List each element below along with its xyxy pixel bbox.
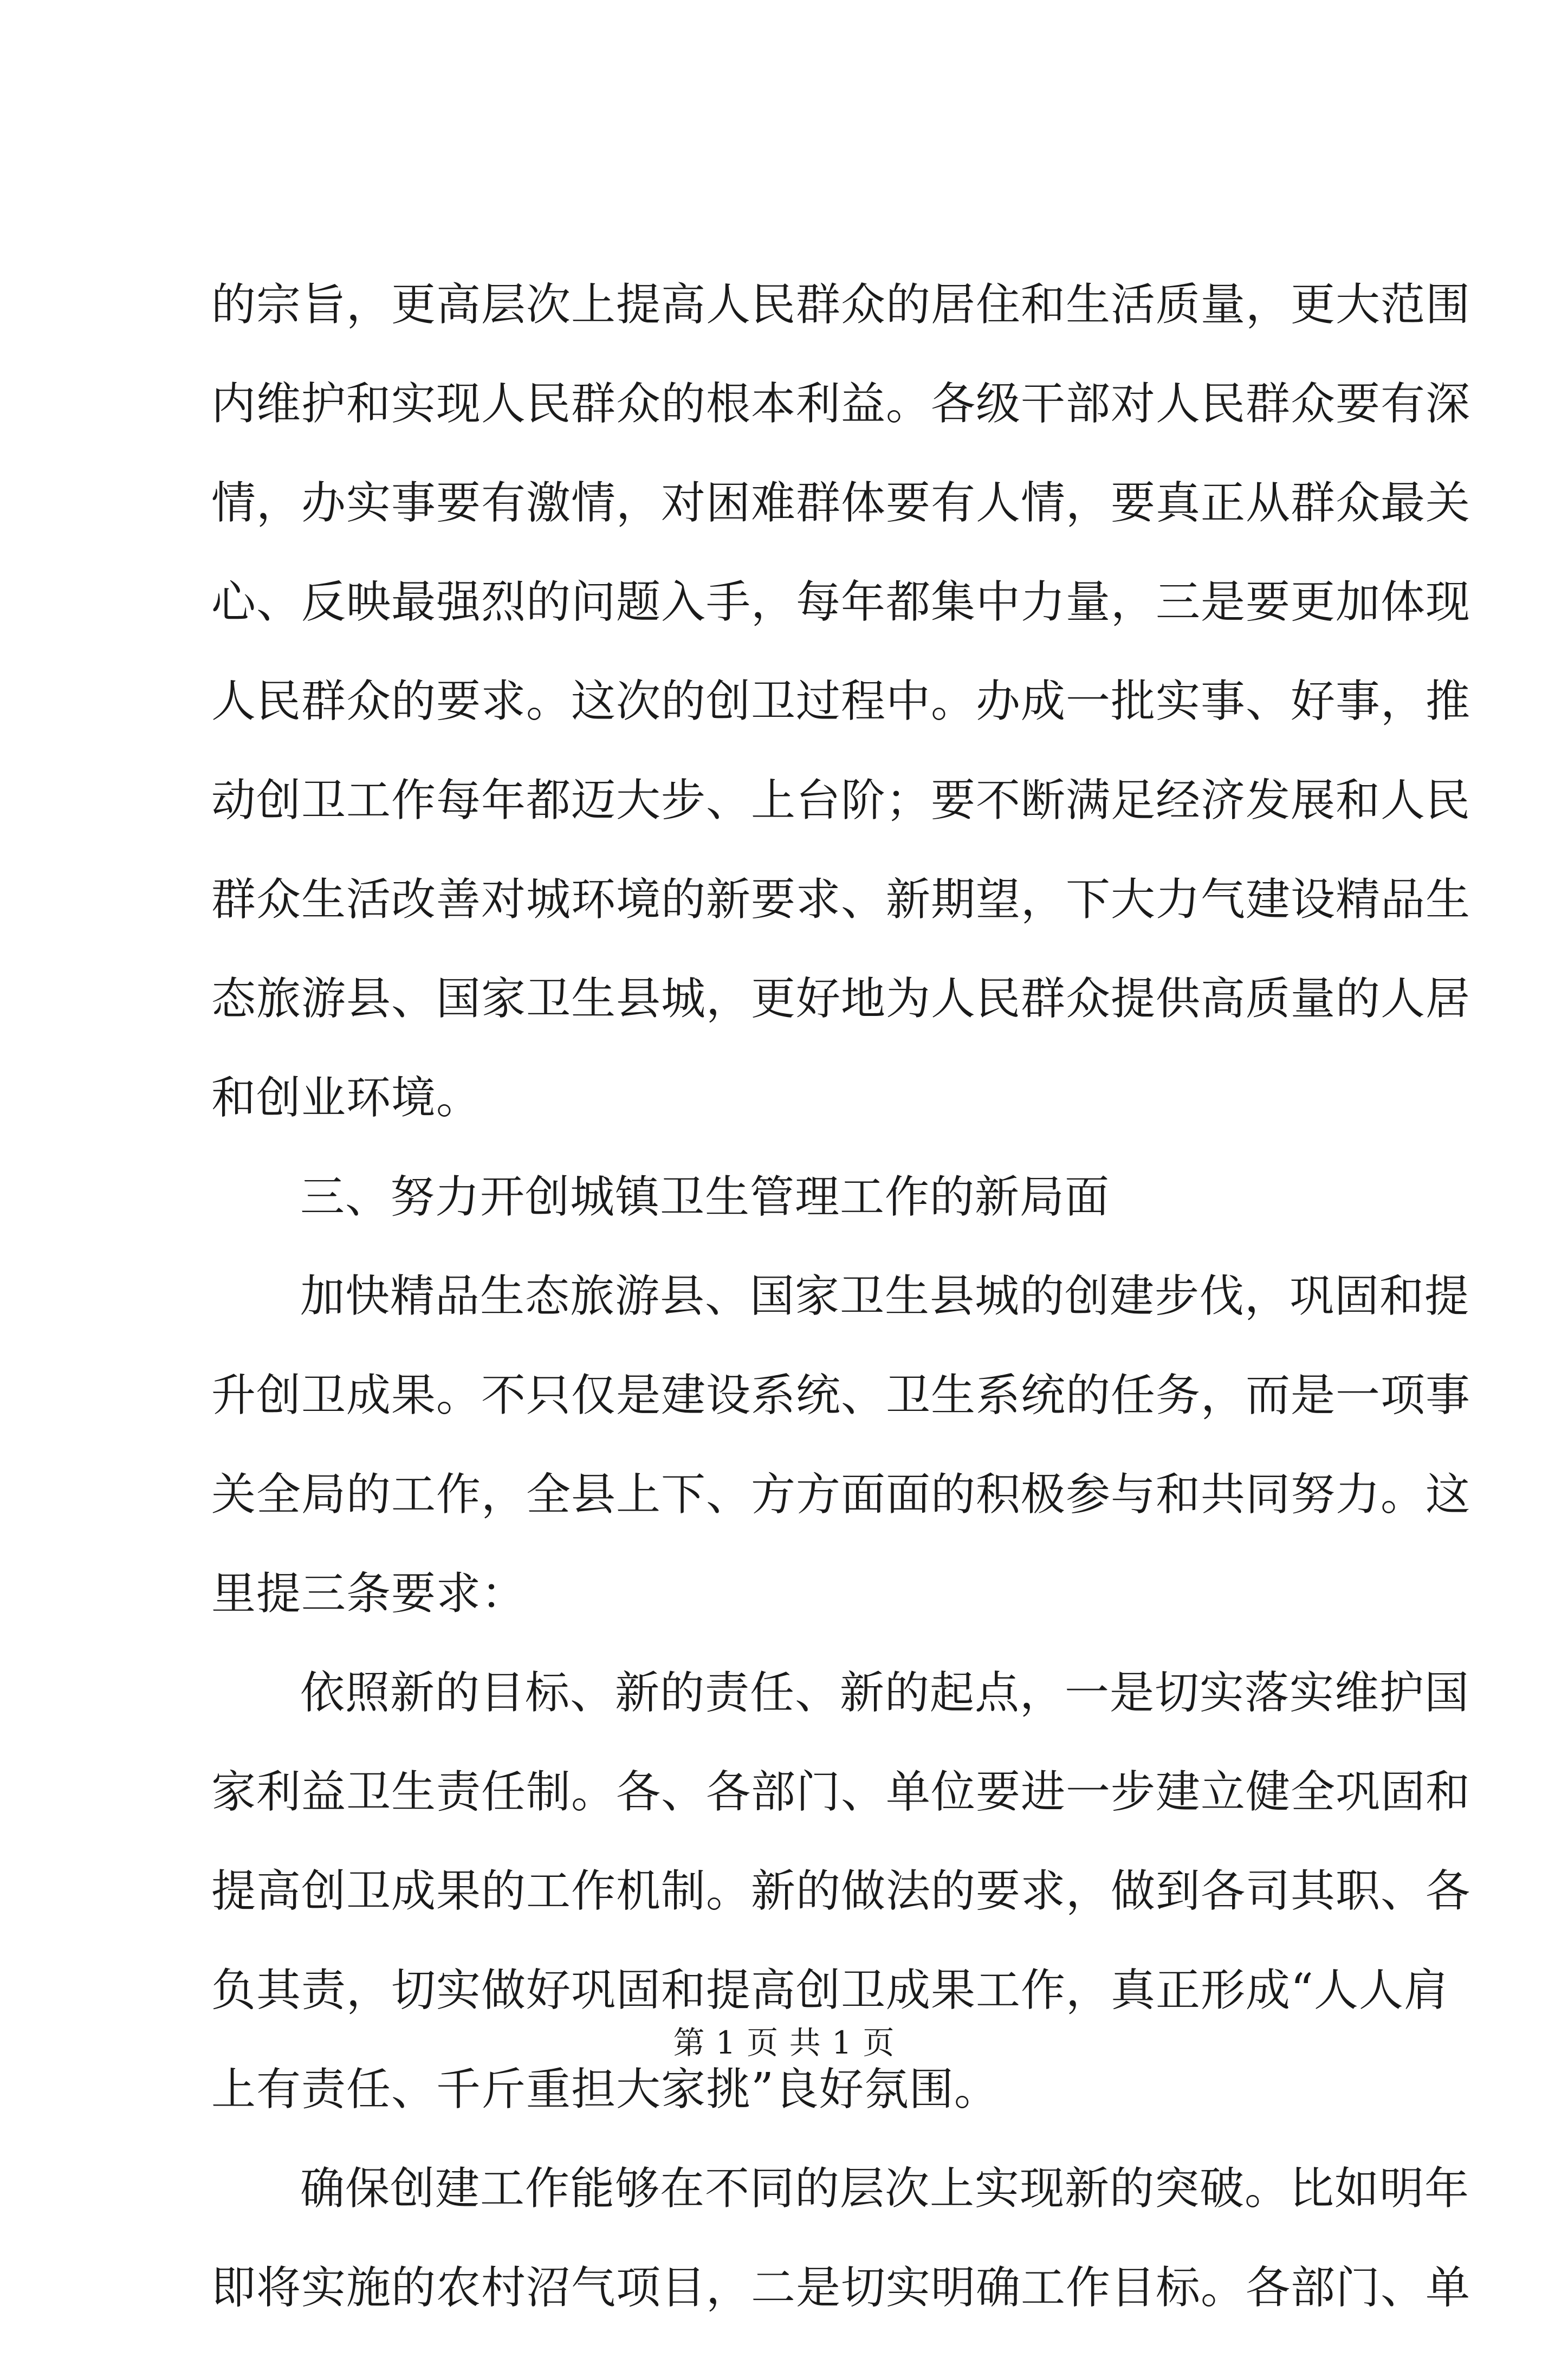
text-line: 情，办实事要有激情，对困难群体要有人情，要真正从群众最关 [211,477,1471,529]
text-line: 心、反映最强烈的问题入手，每年都集中力量，三是要更加体现 [211,577,1471,628]
text-line: 人民群众的要求。这次的创卫过程中。办成一批实事、好事，推 [211,676,1471,727]
text-line: 负其责，切实做好巩固和提高创卫成果工作，真正形成“人人肩 [211,1965,1449,2016]
text-line: 确保创建工作能够在不同的层次上实现新的突破。比如明年 [300,2163,1470,2214]
text-line: 和创业环境。 [211,1072,482,1124]
text-line: 依照新的目标、新的责任、新的起点，一是切实落实维护国 [300,1667,1470,1719]
text-line: 内维护和实现人民群众的根本利益。各级干部对人民群众要有深 [211,378,1471,430]
text-line: 态旅游县、国家卫生县城，更好地为人民群众提供高质量的人居 [211,973,1471,1025]
page-footer: 第 1 页 共 1 页 [673,2024,895,2061]
text-line: 即将实施的农村沼气项目，二是切实明确工作目标。各部门、单 [211,2262,1471,2314]
text-line: 关全局的工作，全县上下、方方面面的积极参与和共同努力。这 [211,1469,1471,1520]
text-line: 加快精品生态旅游县、国家卫生县城的创建步伐，巩固和提 [300,1271,1470,1322]
text-line: 里提三条要求： [211,1568,527,1620]
text-line: 上有责任、千斤重担大家挑”良好氛围。 [211,2064,999,2115]
text-line: 提高创卫成果的工作机制。新的做法的要求，做到各司其职、各 [211,1866,1471,1917]
text-line: 升创卫成果。不只仅是建设系统、卫生系统的任务，而是一项事 [211,1370,1471,1421]
text-line: 家利益卫生责任制。各、各部门、单位要进一步建立健全巩固和 [211,1766,1471,1818]
section-heading: 三、努力开创城镇卫生管理工作的新局面 [300,1171,1110,1223]
text-line: 群众生活改善对城环境的新要求、新期望，下大力气建设精品生 [211,874,1471,925]
text-line: 动创卫工作每年都迈大步、上台阶；要不断满足经济发展和人民 [211,775,1471,826]
text-line: 的宗旨，更高层次上提高人民群众的居住和生活质量，更大范围 [211,279,1471,331]
